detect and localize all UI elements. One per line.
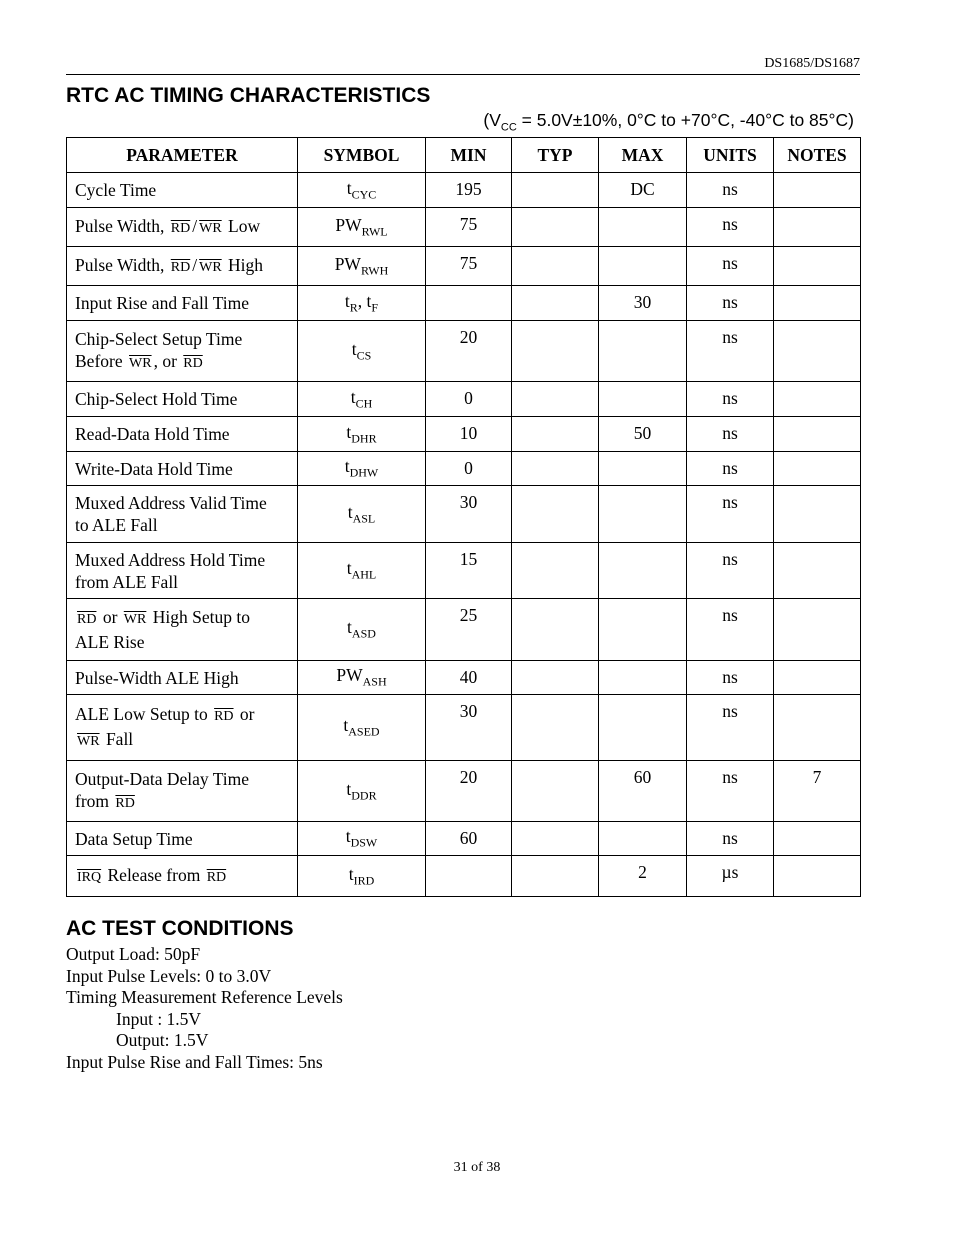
header-rule xyxy=(66,74,860,75)
cell-symbol xyxy=(298,321,426,382)
parameter-text: High Setup to xyxy=(148,607,250,627)
cell-max xyxy=(599,382,687,417)
cell-notes xyxy=(774,486,861,543)
cell-min: 10 xyxy=(426,417,512,452)
document-id: DS1685/DS1687 xyxy=(764,56,860,71)
cell-max: DC xyxy=(599,173,687,208)
column-header-min: MIN xyxy=(426,138,512,173)
cell-typ xyxy=(512,856,599,897)
symbol-subscript: ASL xyxy=(352,511,376,526)
parameter-text: from xyxy=(75,790,114,811)
parameter-text: / xyxy=(192,215,198,236)
symbol-base: PW xyxy=(334,253,361,274)
active-low-signal: $\overline{RD}$ xyxy=(170,259,191,275)
cell-min xyxy=(426,856,512,897)
active-low-signal: $\overline{RD}$ xyxy=(170,220,191,236)
parameter-text: Low xyxy=(223,215,261,236)
symbol-base: t xyxy=(346,177,352,198)
parameter-text: Cycle Time xyxy=(75,180,157,200)
symbol-base: t xyxy=(348,863,354,884)
parameter-text: Chip-Select Setup Time xyxy=(75,328,243,349)
cell-min: 30 xyxy=(426,486,512,543)
parameter-text: or xyxy=(235,703,255,724)
test-condition-line: Input : 1.5V xyxy=(116,1009,202,1029)
cell-parameter xyxy=(67,761,298,822)
symbol-base: , t xyxy=(357,290,372,311)
column-header-typ: TYP xyxy=(512,138,599,173)
symbol-base: t xyxy=(345,826,351,847)
column-header-symbol: SYMBOL xyxy=(298,138,426,173)
cell-parameter xyxy=(67,543,298,599)
active-low-signal: $\overline{RD}$ xyxy=(214,708,234,724)
cell-notes xyxy=(774,286,861,321)
symbol-base: t xyxy=(347,501,353,522)
cell-notes xyxy=(774,599,861,661)
table-row xyxy=(67,208,861,247)
cell-min: 75 xyxy=(426,208,512,247)
cell-min: 0 xyxy=(426,452,512,486)
cell-parameter xyxy=(67,286,298,321)
symbol-base: t xyxy=(346,558,352,579)
cell-parameter xyxy=(67,856,298,897)
cell-units: ns xyxy=(687,822,774,856)
cell-typ xyxy=(512,321,599,382)
cell-max xyxy=(599,486,687,543)
cell-max xyxy=(599,321,687,382)
cell-units: ns xyxy=(687,321,774,382)
cell-symbol xyxy=(298,661,426,695)
table-row xyxy=(67,321,861,382)
cell-notes xyxy=(774,382,861,417)
parameter-text: Pulse-Width ALE High xyxy=(75,667,239,688)
column-header-parameter: PARAMETER xyxy=(67,138,298,173)
cell-typ xyxy=(512,486,599,543)
cell-max: 60 xyxy=(599,761,687,822)
parameter-text: Data Setup Time xyxy=(75,828,193,849)
cell-max xyxy=(599,661,687,695)
cell-symbol xyxy=(298,543,426,599)
symbol-subscript: DDR xyxy=(351,788,377,803)
cell-typ xyxy=(512,822,599,856)
cell-parameter xyxy=(67,661,298,695)
parameter-text: Pulse Width, xyxy=(75,215,169,236)
cell-max xyxy=(599,247,687,286)
cell-symbol xyxy=(298,695,426,761)
test-condition-line: Output Load: 50pF xyxy=(66,944,201,964)
cell-symbol xyxy=(298,761,426,822)
symbol-base: t xyxy=(346,778,352,799)
active-low-signal: $\overline{WR}$ xyxy=(199,259,222,275)
cell-parameter xyxy=(67,452,298,486)
cell-symbol xyxy=(298,417,426,452)
cell-parameter xyxy=(67,822,298,856)
cell-max xyxy=(599,452,687,486)
parameter-text: Pulse Width, xyxy=(75,254,169,275)
symbol-base: PW xyxy=(336,665,363,686)
cell-min: 30 xyxy=(426,695,512,761)
parameter-text: ALE Low Setup to xyxy=(75,703,213,724)
cell-parameter xyxy=(67,321,298,382)
symbol-base: t xyxy=(350,386,356,407)
cell-notes xyxy=(774,661,861,695)
cell-notes xyxy=(774,417,861,452)
active-low-signal: $\overline{WR}$ xyxy=(199,220,222,236)
table-row xyxy=(67,695,861,761)
cell-max: 50 xyxy=(599,417,687,452)
cell-max xyxy=(599,822,687,856)
cell-parameter xyxy=(67,208,298,247)
test-condition-line: Input Pulse Levels: 0 to 3.0V xyxy=(66,966,272,986)
symbol-subscript: CH xyxy=(355,396,373,411)
parameter-text: to ALE Fall xyxy=(75,515,158,535)
parameter-text: ALE Rise xyxy=(75,632,145,652)
cell-typ xyxy=(512,417,599,452)
cell-notes xyxy=(774,321,861,382)
cell-symbol xyxy=(298,452,426,486)
cell-typ xyxy=(512,173,599,208)
cell-units: ns xyxy=(687,286,774,321)
parameter-text: Fall xyxy=(101,728,134,749)
cell-notes xyxy=(774,208,861,247)
cell-typ xyxy=(512,761,599,822)
section-title-ac-test-conditions: AC TEST CONDITIONS xyxy=(66,917,294,940)
cell-symbol xyxy=(298,382,426,417)
parameter-text: Output-Data Delay Time xyxy=(75,768,250,789)
cell-notes xyxy=(774,173,861,208)
cell-parameter xyxy=(67,417,298,452)
column-header-max: MAX xyxy=(599,138,687,173)
cell-max: 2 xyxy=(599,856,687,897)
cell-symbol xyxy=(298,856,426,897)
cell-symbol xyxy=(298,286,426,321)
cell-min: 15 xyxy=(426,543,512,599)
cell-units: µs xyxy=(687,856,774,897)
cell-units: ns xyxy=(687,661,774,695)
parameter-text: Input Rise and Fall Time xyxy=(75,293,250,313)
cell-typ xyxy=(512,286,599,321)
symbol-subscript: CYC xyxy=(351,187,377,202)
table-row xyxy=(67,761,861,822)
parameter-text: / xyxy=(192,254,198,275)
cell-typ xyxy=(512,382,599,417)
symbol-base: t xyxy=(346,421,352,442)
symbol-subscript: DHR xyxy=(351,431,377,446)
cell-typ xyxy=(512,543,599,599)
cell-parameter xyxy=(67,486,298,543)
cell-notes: 7 xyxy=(774,761,861,822)
cell-min: 40 xyxy=(426,661,512,695)
active-low-signal: $\overline{RD}$ xyxy=(77,612,97,627)
table-header-row xyxy=(67,138,861,173)
cell-min xyxy=(426,286,512,321)
cell-symbol xyxy=(298,822,426,856)
table-row xyxy=(67,382,861,417)
parameter-text: Chip-Select Hold Time xyxy=(75,389,238,409)
table-row xyxy=(67,286,861,321)
cell-notes xyxy=(774,695,861,761)
cell-notes xyxy=(774,822,861,856)
parameter-text: Release from xyxy=(103,864,205,885)
timing-table xyxy=(66,137,861,897)
parameter-text: High xyxy=(223,254,264,275)
symbol-subscript: DSW xyxy=(350,835,378,850)
symbol-base: PW xyxy=(335,214,362,235)
active-low-signal: $\overline{WR}$ xyxy=(77,733,100,749)
cell-units: ns xyxy=(687,695,774,761)
cell-min: 60 xyxy=(426,822,512,856)
symbol-subscript: ASH xyxy=(362,674,387,689)
cell-min: 25 xyxy=(426,599,512,661)
cell-min: 0 xyxy=(426,382,512,417)
parameter-text: or xyxy=(98,607,122,627)
symbol-subscript: CS xyxy=(356,348,372,363)
table-row xyxy=(67,822,861,856)
column-header-units: UNITS xyxy=(687,138,774,173)
cell-symbol xyxy=(298,599,426,661)
active-low-signal: $\overline{WR}$ xyxy=(123,612,147,627)
cell-max xyxy=(599,695,687,761)
cell-units: ns xyxy=(687,247,774,286)
cell-units: ns xyxy=(687,761,774,822)
cell-units: ns xyxy=(687,543,774,599)
active-low-signal: $\overline{RD}$ xyxy=(206,869,227,885)
parameter-text: Before xyxy=(75,350,127,371)
symbol-subscript: IRD xyxy=(353,873,375,888)
symbol-base: t xyxy=(351,338,357,359)
cell-units: ns xyxy=(687,382,774,417)
table-row xyxy=(67,856,861,897)
symbol-subscript: R xyxy=(349,300,358,315)
conditions-prefix: (V xyxy=(483,110,501,130)
cell-min: 20 xyxy=(426,761,512,822)
active-low-signal: $\overline{IRQ}$ xyxy=(77,869,102,885)
symbol-subscript: RWH xyxy=(360,263,389,278)
cell-min: 195 xyxy=(426,173,512,208)
cell-max xyxy=(599,599,687,661)
symbol-subscript: RWL xyxy=(361,224,388,239)
table-row xyxy=(67,173,861,208)
cell-units: ns xyxy=(687,599,774,661)
section-title-rtc-ac-timing: RTC AC TIMING CHARACTERISTICS xyxy=(66,84,431,107)
cell-min: 20 xyxy=(426,321,512,382)
symbol-base: t xyxy=(344,290,350,311)
symbol-subscript: ASED xyxy=(348,724,380,739)
parameter-text: Write-Data Hold Time xyxy=(75,458,233,479)
active-low-signal: $\overline{RD}$ xyxy=(183,355,203,371)
timing-table-body xyxy=(67,173,861,897)
parameter-text: , or xyxy=(153,350,182,371)
symbol-base: t xyxy=(343,715,349,736)
cell-units: ns xyxy=(687,486,774,543)
cell-parameter xyxy=(67,247,298,286)
cell-symbol xyxy=(298,486,426,543)
cell-typ xyxy=(512,695,599,761)
cell-parameter xyxy=(67,173,298,208)
table-row xyxy=(67,452,861,486)
cell-notes xyxy=(774,856,861,897)
table-row xyxy=(67,247,861,286)
test-condition-line: Timing Measurement Reference Levels xyxy=(66,987,343,1007)
cell-units: ns xyxy=(687,417,774,452)
symbol-subscript: DHW xyxy=(349,465,379,480)
column-header-notes: NOTES xyxy=(774,138,861,173)
symbol-subscript: F xyxy=(371,300,379,315)
cell-max: 30 xyxy=(599,286,687,321)
parameter-text: Muxed Address Valid Time xyxy=(75,493,267,513)
active-low-signal: $\overline{RD}$ xyxy=(115,795,135,811)
table-row xyxy=(67,417,861,452)
symbol-base: t xyxy=(344,456,350,477)
cell-parameter xyxy=(67,695,298,761)
active-low-signal: $\overline{WR}$ xyxy=(129,355,152,371)
cell-symbol xyxy=(298,173,426,208)
cell-typ xyxy=(512,208,599,247)
cell-symbol xyxy=(298,208,426,247)
table-row xyxy=(67,661,861,695)
table-row xyxy=(67,486,861,543)
parameter-text: from ALE Fall xyxy=(75,571,179,592)
symbol-base: t xyxy=(347,617,352,638)
cell-symbol xyxy=(298,247,426,286)
cell-max xyxy=(599,543,687,599)
cell-notes xyxy=(774,247,861,286)
cell-typ xyxy=(512,247,599,286)
operating-conditions xyxy=(483,110,854,134)
cell-notes xyxy=(774,543,861,599)
symbol-subscript: AHL xyxy=(351,567,377,582)
parameter-text: Muxed Address Hold Time xyxy=(75,549,266,570)
page-number: 31 of 38 xyxy=(453,1160,501,1175)
cell-min: 75 xyxy=(426,247,512,286)
table-row xyxy=(67,599,861,661)
test-condition-line: Input Pulse Rise and Fall Times: 5ns xyxy=(66,1052,323,1072)
cell-units: ns xyxy=(687,173,774,208)
conditions-suffix: = 5.0V±10%, 0°C to +70°C, -40°C to 85°C) xyxy=(516,110,854,130)
parameter-text: Read-Data Hold Time xyxy=(75,424,230,444)
cell-parameter xyxy=(67,599,298,661)
cell-units: ns xyxy=(687,452,774,486)
cell-typ xyxy=(512,661,599,695)
cell-typ xyxy=(512,452,599,486)
test-condition-line: Output: 1.5V xyxy=(116,1030,209,1050)
conditions-subscript: CC xyxy=(500,121,517,134)
table-row xyxy=(67,543,861,599)
cell-units: ns xyxy=(687,208,774,247)
symbol-subscript: ASD xyxy=(351,626,376,641)
cell-parameter xyxy=(67,382,298,417)
cell-typ xyxy=(512,599,599,661)
cell-max xyxy=(599,208,687,247)
cell-notes xyxy=(774,452,861,486)
